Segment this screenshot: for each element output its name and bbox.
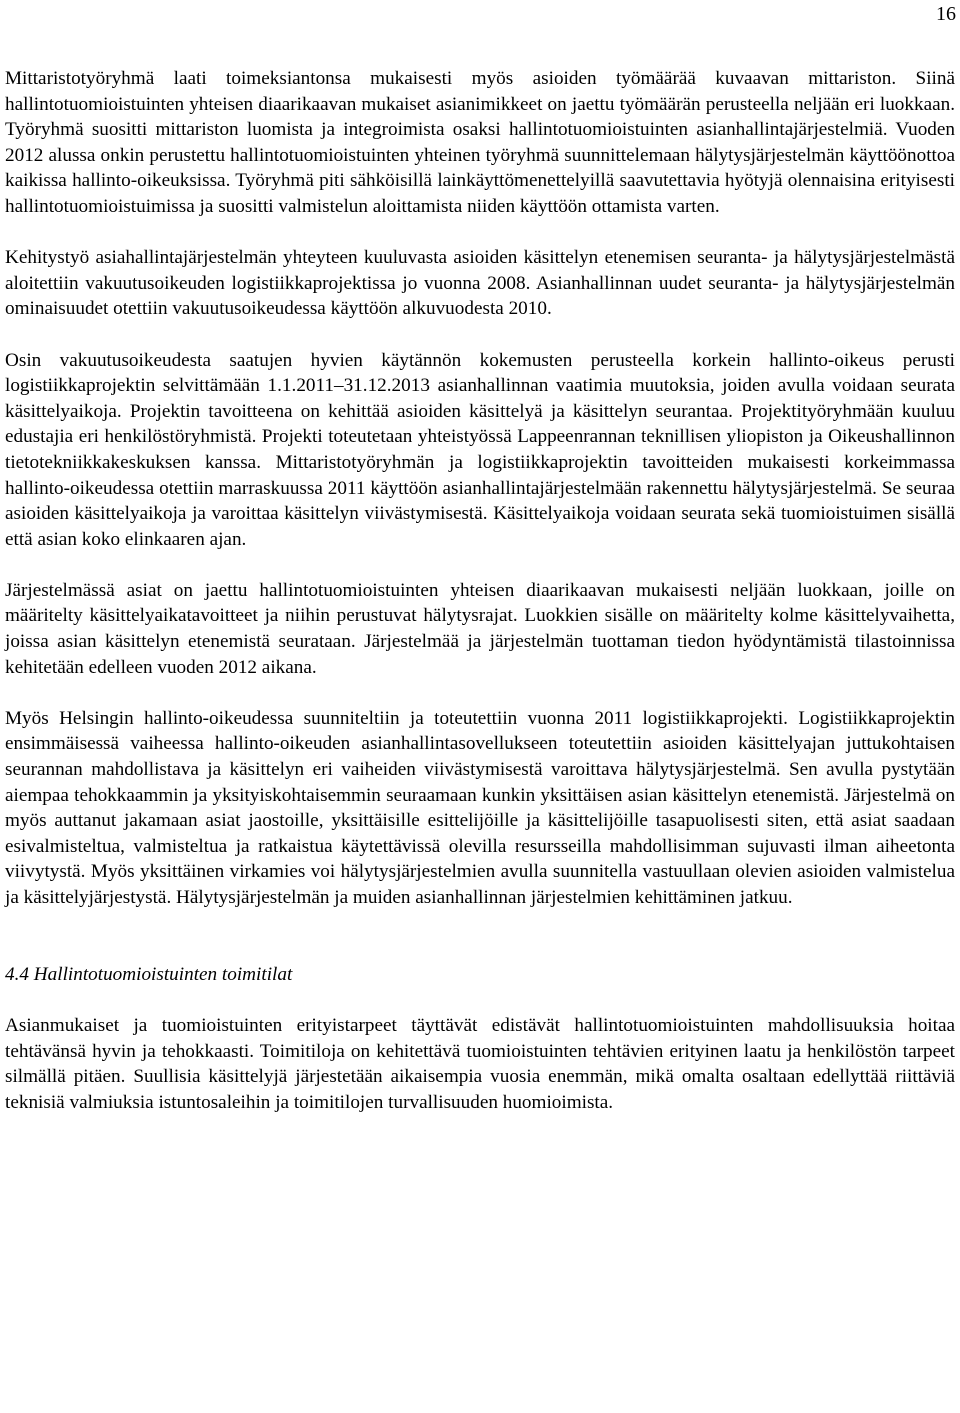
paragraph-kehitystyo: Kehitystyö asiahallintajärjestelmän yhteyteen kuuluvasta asioiden käsittelyn etenemisen seuranta- ja hälytysjärjestelmästä aloitettiin vakuutusoikeuden logistiikkaprojektissa jo vuonna 2008. Asianhallinnan uudet seuranta- ja hälytysjärjestelmän ominaisuudet otettiin vakuutusoikeudessa käyttöön alkuvuodesta 2010. <box>5 247 955 320</box>
paragraph-logistiikkaprojekti: Osin vakuutusoikeudesta saatujen hyvien käytännön kokemusten perusteella korkein hallinto-oikeus perusti logistiikkaprojektin selvittämään 1.1.2011–31.12.2013 asianhallinnan vaatimia muutoksia, joiden avulla voidaan seurata käsittelyaikoja. Projektin tavoitteena on kehittää asioiden käsittelyä ja käsittelyn seurantaa. Projektityöryhmään kuuluu edustajia eri henkilöstöryhmistä. Projekti toteutetaan yhteistyössä Lappeenrannan teknillisen yliopiston ja Oikeushallinnon tietotekniikkakeskuksen kanssa. Mittaristotyöryhmän ja logistiikkaprojektin tavoitteiden mukaisesti korkeimmassa hallinto-oikeudessa otettiin marraskuussa 2011 käyttöön asianhallintajärjestelmään rakennettu hälytysjärjestelmä. Se seuraa asioiden käsittelyaikoja ja varoittaa käsittelyn viivästymisestä. Käsittelyaikoja voidaan seurata sekä tuomioistuimen sisällä että asian koko elinkaaren ajan. <box>5 349 955 550</box>
document-body <box>5 66 955 1116</box>
section-heading: 4.4 Hallintotuomioistuinten toimitilat <box>5 963 293 985</box>
paragraph-jarjestelma: Järjestelmässä asiat on jaettu hallintotuomioistuinten yhteisen diaarikaavan mukaisesti neljään luokkaan, joille on määritelty käsittelyaikatavoitteet ja niihin perustuvat hälytysrajat. Luokkien sisälle on määritelty kolme käsittelyvaihetta, joissa asian käsittelyn etenemistä seurataan. Järjestelmää ja järjestelmän tuottaman tiedon hyödyntämistä tilastoinnissa kehitetään edelleen vuoden 2012 aikana. <box>5 579 955 678</box>
paragraph-mittaristo: Mittaristotyöryhmä laati toimeksiantonsa mukaisesti myös asioiden työmäärää kuvaavan mittariston. Siinä hallintotuomioistuinten yhteisen diaarikaavan mukaiset asianimikkeet on jaettu työmäärän perusteella neljään eri luokkaan. Työryhmä suositti mittariston luomista ja integroimista osaksi hallintotuomioistuinten asianhallintajärjestelmiä. Vuoden 2012 alussa onkin perustettu hallintotuomioistuinten yhteinen työryhmä suunnittelemaan hälytysjärjestelmän käyttöönottoa kaikissa hallinto-oikeuksissa. Työryhmä piti sähköisillä lainkäyttömenettelyillä saavutettavia hyötyjä olennaisina erityisesti hallintotuomioistuimissa ja suositti valmistelun aloittamista niiden käyttöön ottamista varten. <box>5 68 955 217</box>
paragraph-toimitilat: Asianmukaiset ja tuomioistuinten erityistarpeet täyttävät edistävät hallintotuomioistuinten mahdollisuuksia hoitaa tehtävänsä hyvin ja tehokkaasti. Toimitiloja on kehitettävä tuomioistuinten tehtävien erityinen laatu ja henkilöstön tarpeet silmällä pitäen. Suullisia käsittelyjä järjestetään aikaisempia vuosia enemmän, mikä omalta osaltaan edellyttää riittäviä teknisiä valmiuksia istuntosaleihin ja toimitilojen turvallisuuden huomioimista. <box>5 1015 955 1113</box>
page-number: 16 <box>936 3 956 25</box>
paragraph-helsinki: Myös Helsingin hallinto-oikeudessa suunniteltiin ja toteutettiin vuonna 2011 logistiikkaprojekti. Logistiikkaprojektin ensimmäisessä vaiheessa hallinto-oikeuden asianhallintasovellukseen toteutettiin asioiden käsittelyajan juttukohtaisen seurannan mahdollistava ja käsittelyn eri vaiheiden viivästymisestä varoittava hälytysjärjestelmä. Sen avulla pystytään aiempaa tehokkaammin ja yksityiskohtaisemmin seuraamaan kunkin yksittäisen asian käsittelyn etenemistä. Järjestelmä on myös auttanut jakamaan asiat jaostoille, yksittäisille esittelijöille ja käsittelijöille tasapuolisesti siten, että asiat saadaan esivalmisteltua, valmisteltua ja ratkaistua käytettävissä olevilla resursseilla mahdollisimman sujuvasti ilman aiheetonta viivytystä. Myös yksittäinen virkamies voi hälytysjärjestelmien avulla suunnitella vastuullaan olevien asioiden valmistelua ja käsittelyjärjestystä. Hälytysjärjestelmän ja muiden asianhallinnan järjestelmien kehittäminen jatkuu. <box>5 707 955 908</box>
